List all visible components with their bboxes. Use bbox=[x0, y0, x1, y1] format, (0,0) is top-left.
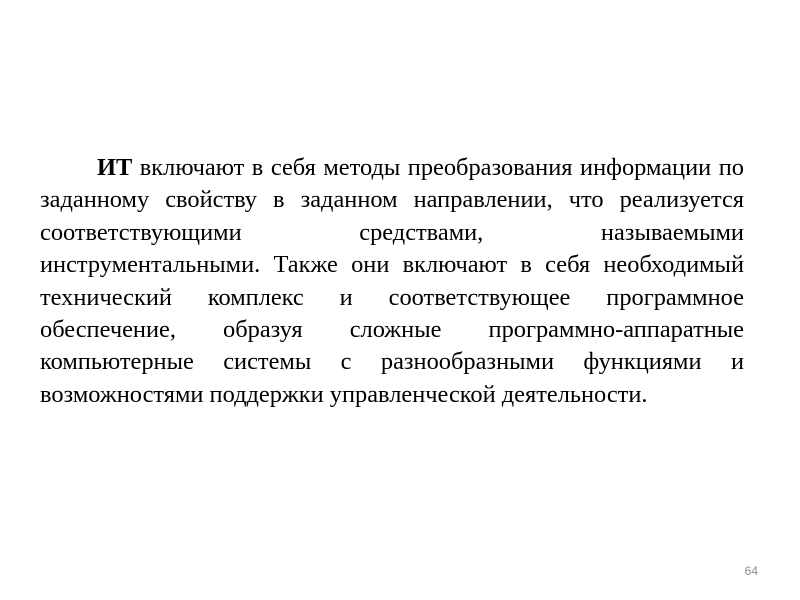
paragraph-text: включают в себя методы преобразования информации по заданному свойству в заданном направлении, что реализуется соответствующими средствами, называемыми инструментальными. Также они включают в себя необходимый технический комплекс и соответствующее программное обеспечение, образуя сложные программно-аппаратные компьютерные системы с разнообразными функциями и возможностями поддержки управленческой деятельности. bbox=[40, 154, 744, 408]
bold-term: ИТ bbox=[97, 154, 133, 181]
body-paragraph bbox=[40, 152, 744, 411]
page-number: 64 bbox=[744, 564, 758, 578]
